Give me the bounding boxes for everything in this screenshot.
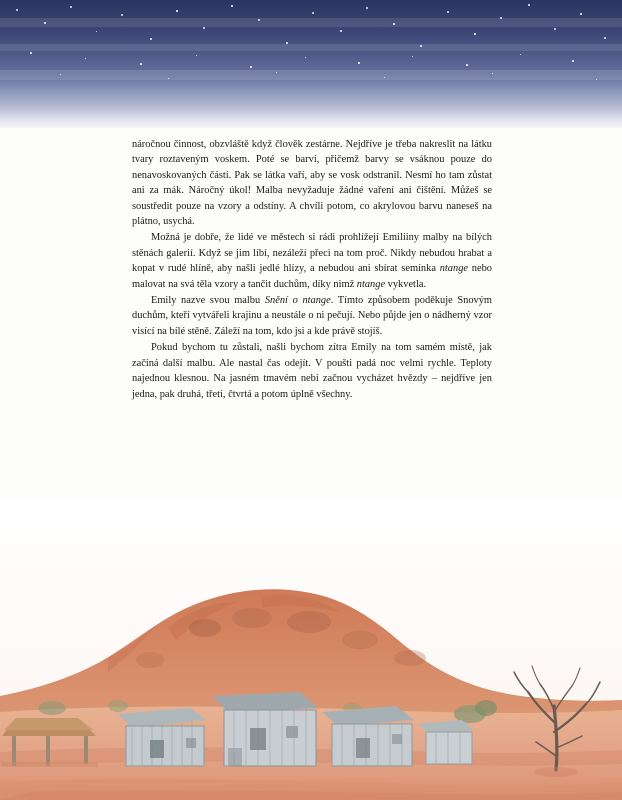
- bush: [475, 700, 497, 716]
- star: [231, 5, 233, 7]
- star: [286, 42, 288, 44]
- star: [528, 4, 530, 6]
- star: [16, 9, 18, 11]
- star: [30, 52, 32, 54]
- shed-right: [418, 720, 474, 764]
- star: [466, 64, 468, 66]
- mesa-rock-4: [342, 631, 378, 649]
- paragraph-1: náročnou činnost, obzvláště když člověk zestárne. Nejdříve je třeba nakreslit na látku tvary roztaveným voskem. Poté se barví, přičemž barvy se vsáknou pouze do nenavoskovaných částí. Pak se látka vaří, aby se vosk odstranil. Nesmí ho tam zůstat ani za mák. Náročný úkol! Malba nevyžaduje žádné vaření ani čištění. Můžeš se soustředit pouze na vzory a odstíny. A chvíli potom, co akrylovou barvu naneseš na plátno, usychá.: [132, 139, 492, 228]
- star: [44, 22, 46, 24]
- mesa-rock-1: [189, 619, 221, 637]
- star: [340, 30, 342, 32]
- star: [572, 60, 574, 62]
- paragraph-3: Emily nazve svou malbu Snění o ntange. Tímto způsobem poděkuje Snovým duchům, kteří vytvářeli krajinu a neustále o ni pečují. Nebo půjde jen o nádherný vzor visící na bílé stěně. Záleží na tom, kdo jsi a kde právě stojíš.: [132, 295, 492, 337]
- mesa-rock-5: [136, 652, 164, 668]
- star: [258, 19, 260, 21]
- mesa-rock-3: [287, 611, 331, 633]
- star: [580, 13, 582, 15]
- house-right: [322, 706, 414, 766]
- star: [358, 62, 360, 64]
- star: [474, 33, 476, 35]
- sky-wash-band-2: [0, 44, 622, 51]
- sky-wash-band-3: [0, 70, 622, 80]
- bush: [108, 700, 128, 712]
- house-left: [118, 708, 206, 766]
- house-centre: [212, 692, 318, 766]
- star: [500, 17, 502, 19]
- star: [393, 23, 395, 25]
- star: [366, 7, 368, 9]
- star: [604, 37, 606, 39]
- mesa-rock-2: [232, 608, 272, 628]
- star: [420, 45, 422, 47]
- body-text: [132, 137, 492, 402]
- mesa-rock-6: [394, 650, 426, 666]
- night-sky-illustration: [0, 0, 622, 128]
- sky-wash-band-1: [0, 18, 622, 27]
- star: [176, 10, 178, 12]
- star: [121, 14, 123, 16]
- bush: [38, 701, 66, 715]
- paragraph-4: Pokud bychom tu zůstali, našli bychom zítra Emily na tom samém místě, jak začíná další malbu. Ale nastal čas odejít. V poušti padá noc velmi rychle. Teploty najednou klesnou. Na jasném tmavém nebi začnou vycházet hvězdy – nejdříve jen jedna, pak druhá, třetí, čtvrtá a potom úplně všechny.: [132, 342, 492, 400]
- tree-shadow: [534, 767, 578, 777]
- star: [150, 38, 152, 40]
- star: [140, 63, 142, 65]
- star: [250, 66, 252, 68]
- paragraph-2: Možná je dobře, že lidé ve městech si rádi prohlížejí Emiliiny malby na bílých stěnách galerií. Když se jim líbí, nezáleží přeci na tom proč. Nikdy nebudou hrabat a kopat v rudé hlíně, aby našli jedlé hlízy, a nebudou ani sbírat semínka ntange nebo malovat na svá těla vzory a tančit duchům, díky nimž ntange vykvetla.: [132, 232, 492, 290]
- desert-village-illustration: [0, 500, 622, 800]
